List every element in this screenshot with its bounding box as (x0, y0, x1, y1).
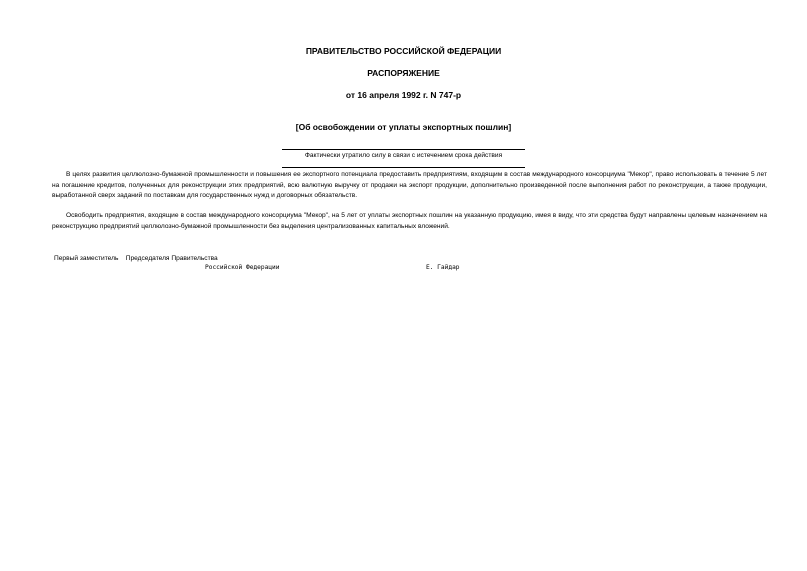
signatory-name: Е. Гайдар (426, 264, 460, 271)
status-divider-top (282, 149, 525, 150)
document-subject: [Об освобождении от уплаты экспортных пошлин] (295, 122, 512, 132)
status-note: Фактически утратило силу в связи с истечением срока действия (304, 152, 503, 159)
document-type-heading: РАСПОРЯЖЕНИЕ (367, 68, 440, 78)
signatory-position: Первый заместитель Председателя Правительства (54, 255, 218, 262)
body-paragraph-2: Освободить предприятия, входящие в состав международного консорциума "Мекор", на 5 лет от уплаты экспортных пошлин на указанную продукцию, имея в виду, что эти средства будут направлены целевым назначением на реконструкцию предприятий целлюлозно-бумажной промышленности без выделения централизованных капитальных вложений. (52, 212, 767, 230)
government-heading: ПРАВИТЕЛЬСТВО РОССИЙСКОЙ ФЕДЕРАЦИИ (305, 46, 502, 56)
body-paragraph-1: В целях развития целлюлозно-бумажной промышленности и повышения ее экспортного потенциала предоставить предприятиям, входящим в состав международного консорциума "Мекор", право использовать в течение 5 лет на погашение кредитов, полученных для реконструкции этих предприятий, всю валютную выручку от продажи на экспорт продукции, дополнительно произведенной после выполнения работ по реконструкции, а также продукции, выработанной сверх заданий по поставкам для государственных нужд и договорных обязательств. (52, 171, 767, 199)
date-number-line: от 16 апреля 1992 г. N 747-р (345, 90, 462, 100)
signatory-organization: Российской Федерации (205, 264, 280, 271)
status-divider-bottom (282, 167, 525, 168)
